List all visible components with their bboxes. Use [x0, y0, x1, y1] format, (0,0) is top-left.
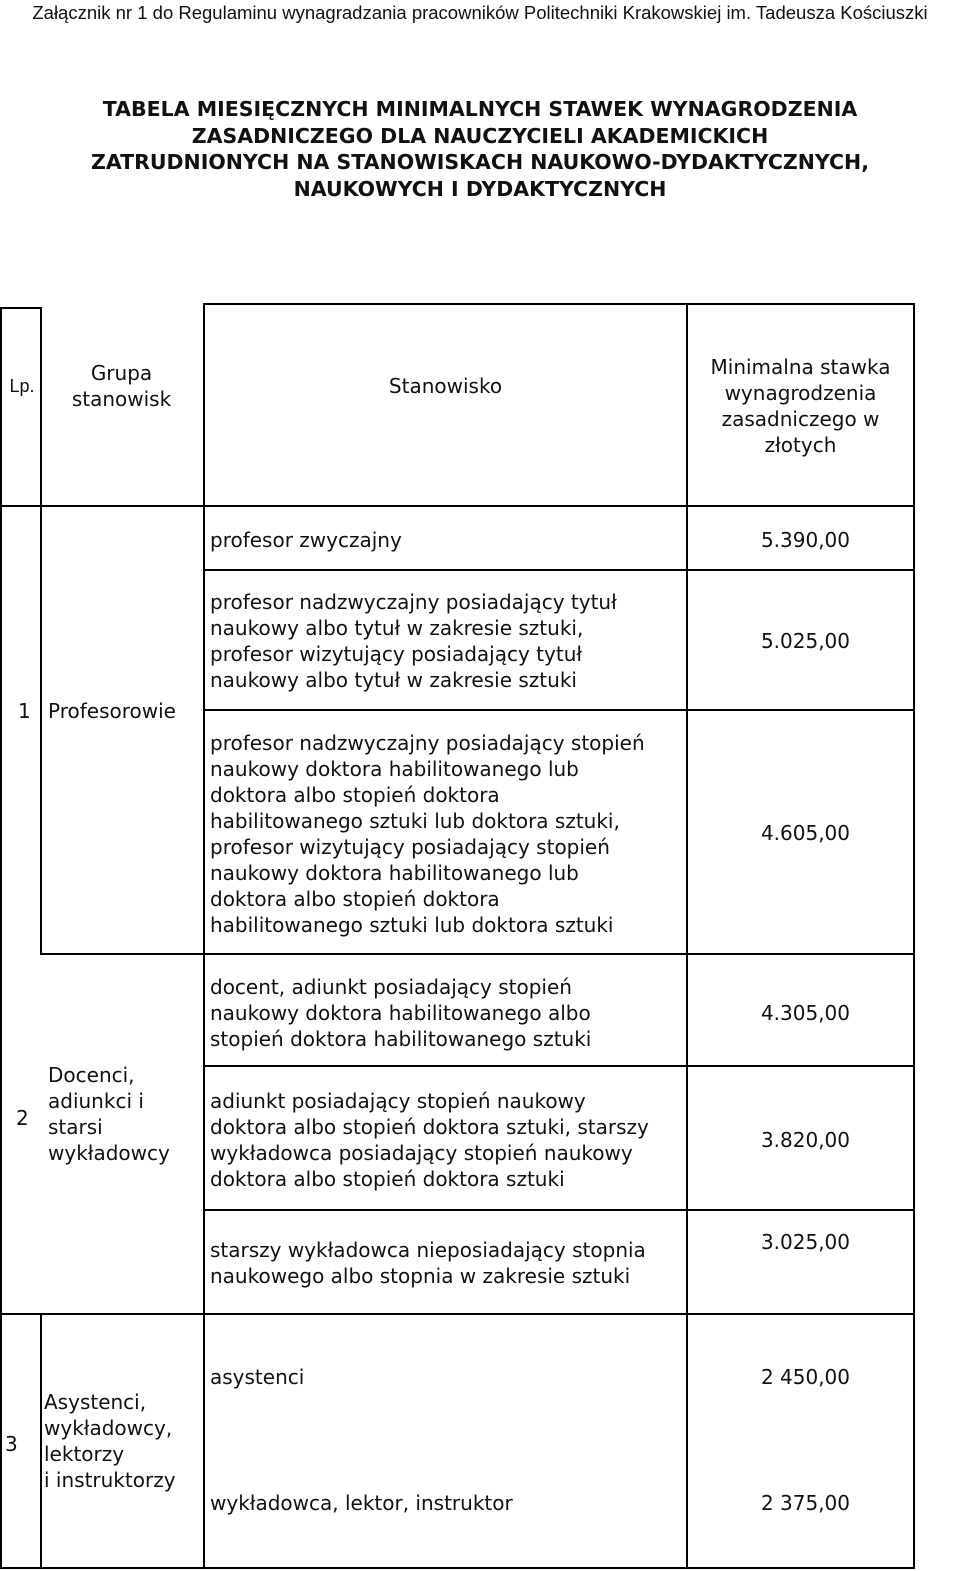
group-name-line: adiunkci i [48, 1089, 144, 1113]
rate-value: 5.025,00 [760, 629, 850, 653]
header-position: Stanowisko [388, 374, 503, 398]
position-line: profesor wizytujący posiadający stopień [210, 835, 610, 859]
position-line: doktora albo stopień doktora [210, 783, 500, 807]
group-name-line: Asystenci, [44, 1390, 147, 1414]
header-rate-line: złotych [764, 433, 837, 457]
header-rate-line: Minimalna stawka [710, 355, 891, 379]
header-row-divider [0, 505, 915, 507]
position-line: starszy wykładowca nieposiadający stopnia [210, 1238, 646, 1262]
position-text [210, 527, 402, 553]
row-divider [203, 1209, 915, 1211]
column-divider-group [203, 303, 205, 1569]
position-text [210, 1237, 646, 1289]
group-lp: 2 [16, 1106, 29, 1130]
group-divider [0, 1313, 915, 1315]
position-line: profesor nadzwyczajny posiadający tytuł [210, 590, 617, 614]
position-line: naukowy doktora habilitowanego lub [210, 757, 579, 781]
title-line: NAUKOWYCH I DYDAKTYCZNYCH [293, 176, 667, 201]
position-line: habilitowanego sztuki lub doktora sztuki, [210, 809, 620, 833]
position-line: wykładowca, lektor, instruktor [210, 1491, 513, 1515]
position-text [210, 1490, 513, 1516]
title-line: ZATRUDNIONYCH NA STANOWISKACH NAUKOWO-DYDAKTYCZNYCH, [90, 150, 869, 174]
position-line: naukowy doktora habilitowanego lub [210, 861, 579, 885]
group-name [48, 1062, 170, 1166]
row-divider [203, 1065, 915, 1067]
position-line: docent, adiunkt posiadający stopień [210, 975, 572, 999]
group-name-line: Docenci, [48, 1063, 135, 1087]
table-border-top-lp [0, 307, 42, 309]
position-line: naukowego albo stopnia w zakresie sztuki [210, 1264, 631, 1288]
position-text [210, 730, 645, 938]
position-line: naukowy albo tytuł w zakresie sztuki [210, 668, 577, 692]
row-divider [203, 569, 915, 571]
group-name-line: i instruktorzy [44, 1468, 176, 1492]
position-text [210, 1088, 649, 1192]
rate-value: 4.305,00 [760, 1001, 850, 1025]
position-line: profesor nadzwyczajny posiadający stopień [210, 731, 645, 755]
title-line: ZASADNICZEGO DLA NAUCZYCIELI AKADEMICKICH [191, 123, 769, 148]
title-line: TABELA MIESIĘCZNYCH MINIMALNYCH STAWEK WYNAGRODZENIA [102, 97, 858, 121]
group-name-line: wykładowcy, [44, 1416, 173, 1440]
position-text [210, 1364, 304, 1390]
rate-value: 2 375,00 [760, 1491, 850, 1515]
group-name-line: wykładowcy [48, 1141, 170, 1165]
table-border-top [203, 303, 915, 305]
position-line: doktora albo stopień doktora sztuki, starszy [210, 1115, 649, 1139]
position-line: adiunkt posiadający stopień naukowy [210, 1089, 586, 1113]
rate-value: 3.820,00 [760, 1128, 850, 1152]
position-line: profesor wizytujący posiadający tytuł [210, 642, 583, 666]
header-group-line: Grupa [90, 361, 153, 385]
group-lp: 3 [5, 1432, 18, 1456]
group-name-line: starsi [48, 1115, 103, 1139]
group-lp: 1 [18, 699, 31, 723]
group-name-line: lektorzy [44, 1442, 125, 1466]
document-header: Załącznik nr 1 do Regulaminu wynagradzania pracowników Politechniki Krakowskiej im. Tadeusza Kościuszki [32, 2, 928, 23]
table-border-right [913, 303, 915, 1569]
rate-value: 4.605,00 [760, 821, 850, 845]
position-text [210, 589, 617, 693]
rate-value: 5.390,00 [760, 528, 850, 552]
header-group [40, 360, 203, 412]
header-rate-line: zasadniczego w [721, 407, 880, 431]
header-group-line: stanowisk [71, 387, 172, 411]
position-line: naukowy doktora habilitowanego albo [210, 1001, 591, 1025]
position-line: doktora albo stopień doktora sztuki [210, 1167, 565, 1191]
table-border-bottom [0, 1567, 915, 1569]
group-name: Profesorowie [48, 699, 176, 723]
position-line: wykładowca posiadający stopień naukowy [210, 1141, 633, 1165]
position-line: habilitowanego sztuki lub doktora sztuki [210, 913, 614, 937]
position-line: naukowy albo tytuł w zakresie sztuki, [210, 616, 584, 640]
position-line: doktora albo stopień doktora [210, 887, 500, 911]
table-border-left [0, 307, 2, 1569]
document-title [0, 96, 960, 202]
group-divider [42, 953, 915, 955]
header-rate-line: wynagrodzenia [724, 381, 877, 405]
position-line: asystenci [210, 1365, 305, 1389]
column-divider-rate [686, 303, 688, 1569]
position-line: stopień doktora habilitowanego sztuki [210, 1027, 592, 1051]
column-divider-lp [40, 1313, 42, 1569]
rate-value: 3.025,00 [760, 1230, 850, 1254]
position-line: profesor zwyczajny [210, 528, 402, 552]
group-name [44, 1389, 176, 1493]
position-text [210, 974, 591, 1052]
rate-value: 2 450,00 [760, 1365, 850, 1389]
row-divider [203, 709, 915, 711]
header-lp: Lp. [9, 376, 35, 396]
header-rate [686, 354, 915, 458]
